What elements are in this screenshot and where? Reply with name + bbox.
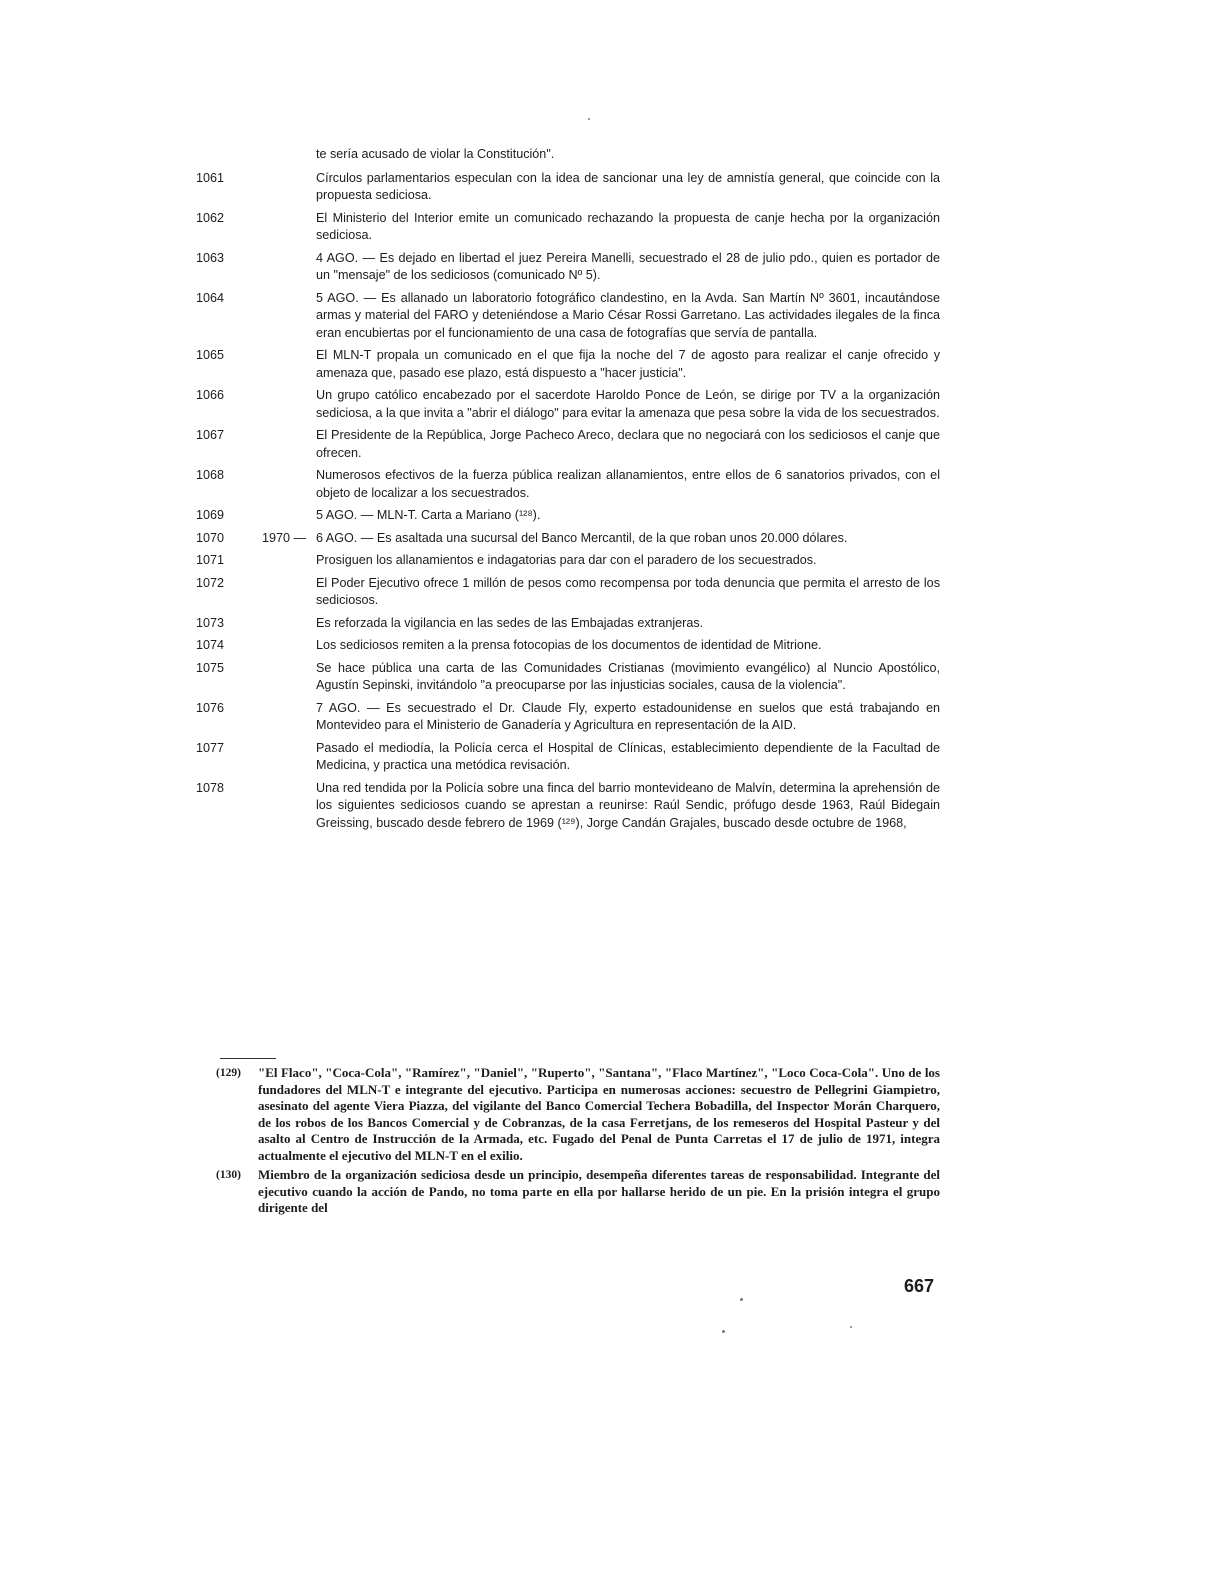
- footnote: [216, 1167, 940, 1217]
- chronology-entry: [190, 660, 940, 695]
- entry-text: Es reforzada la vigilancia en las sedes de las Embajadas extranjeras.: [316, 615, 704, 630]
- chronology-entry: [190, 740, 940, 775]
- continued-text: te sería acusado de violar la Constitución".: [316, 147, 555, 161]
- entry-number: 1061: [196, 170, 225, 185]
- entry-number: 1064: [196, 290, 225, 305]
- entry-number: 1073: [196, 615, 225, 630]
- entry-number: 1070: [196, 530, 225, 545]
- entry-text: Prosiguen los allanamientos e indagatorias para dar con el paradero de los secuestrados.: [316, 553, 817, 567]
- chronology-entry: [190, 290, 940, 343]
- entry-number: 1065: [196, 348, 225, 362]
- entry-text: Numerosos efectivos de la fuerza pública realizan allanamientos, entre ellos de 6 sanatorios privados, con el objeto de localizar a los secuestrados.: [316, 468, 940, 500]
- entry-text: Los sediciosos remiten a la prensa fotocopias de los documentos de identidad de Mitrione.: [316, 638, 822, 652]
- entry-list: [190, 170, 940, 833]
- footnote-marker: (130): [216, 1169, 241, 1181]
- entry-text: Se hace pública una carta de las Comunidades Cristianas (movimiento evangélico) al Nuncio Apostólico, Agustín Sepinski, invitándolo "a preocuparse por las injusticias sociales, causa de la violencia".: [316, 660, 940, 692]
- entry-text: El Presidente de la República, Jorge Pacheco Areco, declara que no negociará con los sediciosos el canje que ofrecen.: [316, 428, 940, 460]
- entry-number: 1063: [196, 250, 225, 265]
- scan-speck: [850, 1326, 852, 1328]
- footnote: [216, 1065, 940, 1164]
- entry-number: 1075: [196, 660, 225, 675]
- page-number: 667: [904, 1276, 935, 1296]
- scan-speck: [740, 1298, 743, 1301]
- entry-text: Pasado el mediodía, la Policía cerca el Hospital de Clínicas, establecimiento dependiente de la Facultad de Medicina, y practica una metódica revisación.: [316, 740, 940, 772]
- footnote-text: "El Flaco", "Coca-Cola", "Ramírez", "Daniel", "Ruperto", "Santana", "Flaco Martínez", "Loco Coca-Cola". Uno de los fundadores del MLN-T e integrante del ejecutivo. Participa en numerosas acciones: secuestro de Pellegrini Giampietro, asesinato del agente Viera Piazza, del vigilante del Banco Comercial Techera Bobadilla, del Inspector Morán Charquero, de los robos de los Bancos Comercial y de Cobranzas, de la casa Ferretjans, de los remeseros del Hospital Pasteur y del asalto al Centro de Instrucción de la Armada, etc. Fugado del Penal de Punta Carretas el 17 de julio de 1971, integra actualmente el ejecutivo del MLN-T en el exilio.: [258, 1065, 940, 1163]
- chronology-entries: [190, 146, 940, 837]
- entry-number: 1072: [196, 575, 225, 590]
- entry-text: El Poder Ejecutivo ofrece 1 millón de pesos como recompensa por toda denuncia que permita el arresto de los sediciosos.: [316, 575, 940, 607]
- chronology-entry: [190, 780, 940, 833]
- chronology-entry: [190, 170, 940, 205]
- entry-year: 1970 —: [262, 530, 307, 545]
- entry-number: 1077: [196, 740, 225, 755]
- footnotes: [216, 1058, 940, 1220]
- chronology-entry: [190, 210, 940, 245]
- entry-text: 7 AGO. — Es secuestrado el Dr. Claude Fly, experto estadounidense en suelos que está trabajando en Montevideo para el Ministerio de Ganadería y Agricultura en representación de la AID.: [316, 700, 940, 732]
- chronology-entry: [190, 387, 940, 422]
- entry-text: 5 AGO. — MLN-T. Carta a Mariano (¹²⁸).: [316, 508, 541, 522]
- footnote-text: Miembro de la organización sediciosa desde un principio, desempeña diferentes tareas de responsabilidad. Integrante del ejecutivo cuando la acción de Pando, no toma parte en ella por hallarse herido de un pie. En la prisión integra el grupo dirigente del: [258, 1167, 940, 1215]
- entry-number: 1066: [196, 388, 225, 402]
- chronology-entry: [190, 552, 940, 570]
- chronology-entry: [190, 637, 940, 655]
- entry-text: Una red tendida por la Policía sobre una finca del barrio montevideano de Malvín, determina la aprehensión de los siguientes sediciosos cuando se aprestan a reunirse: Raúl Sendic, prófugo desde 1963, Raúl Bidegain Greissing, buscado desde febrero de 1969 (¹²⁹), Jorge Candán Grajales, buscado desde octubre de 1968,: [316, 780, 940, 830]
- chronology-entry: [190, 347, 940, 382]
- entry-text: El MLN-T propala un comunicado en el que fija la noche del 7 de agosto para realizar el canje ofrecido y amenaza que, pasado ese plazo, está dispuesto a "hacer justicia".: [316, 348, 940, 380]
- entry-text: 6 AGO. — Es asaltada una sucursal del Banco Mercantil, de la que roban unos 20.000 dólares.: [316, 530, 848, 545]
- entry-text: 4 AGO. — Es dejado en libertad el juez Pereira Manelli, secuestrado el 28 de julio pdo., quien es portador de un "mensaje" de los sediciosos (comunicado Nº 5).: [316, 250, 940, 282]
- chronology-entry: [190, 467, 940, 502]
- footnote-rule: [220, 1058, 276, 1059]
- footnote-marker: (129): [216, 1067, 241, 1079]
- chronology-entry: [190, 507, 940, 525]
- chronology-entry: [190, 530, 940, 548]
- entry-number: 1071: [196, 553, 225, 567]
- entry-number: 1062: [196, 210, 225, 225]
- chronology-entry: [190, 615, 940, 633]
- chronology-entry: [190, 700, 940, 735]
- entry-text: 5 AGO. — Es allanado un laboratorio fotográfico clandestino, en la Avda. San Martín Nº 3601, incautándose armas y material del FARO y deteniéndose a Mario César Rossi Garretano. Las actividades ilegales de la finca eran encubiertas por el funcionamiento de una casa de fotografías que servía de pantalla.: [316, 290, 940, 340]
- scan-speck: [722, 1330, 725, 1333]
- footnote-list: [216, 1065, 940, 1217]
- entry-number: 1078: [196, 780, 225, 795]
- entry-number: 1069: [196, 508, 225, 522]
- chronology-entry: [190, 427, 940, 462]
- chronology-entry: [190, 575, 940, 610]
- scan-speck: [588, 118, 590, 120]
- entry-text: Círculos parlamentarios especulan con la idea de sancionar una ley de amnistía general, que coincide con la propuesta sediciosa.: [316, 170, 940, 202]
- entry-number: 1068: [196, 468, 225, 482]
- chronology-entry: [190, 250, 940, 285]
- entry-number: 1074: [196, 638, 225, 652]
- entry-number: 1067: [196, 428, 225, 442]
- entry-text: Un grupo católico encabezado por el sacerdote Haroldo Ponce de León, se dirige por TV a la organización sediciosa, a la que invita a "abrir el diálogo" para evitar la amenaza que pesa sobre la vida de los secuestrados.: [316, 388, 940, 420]
- entry-text: El Ministerio del Interior emite un comunicado rechazando la propuesta de canje hecha por la organización sediciosa.: [316, 210, 940, 242]
- entry-number: 1076: [196, 700, 225, 715]
